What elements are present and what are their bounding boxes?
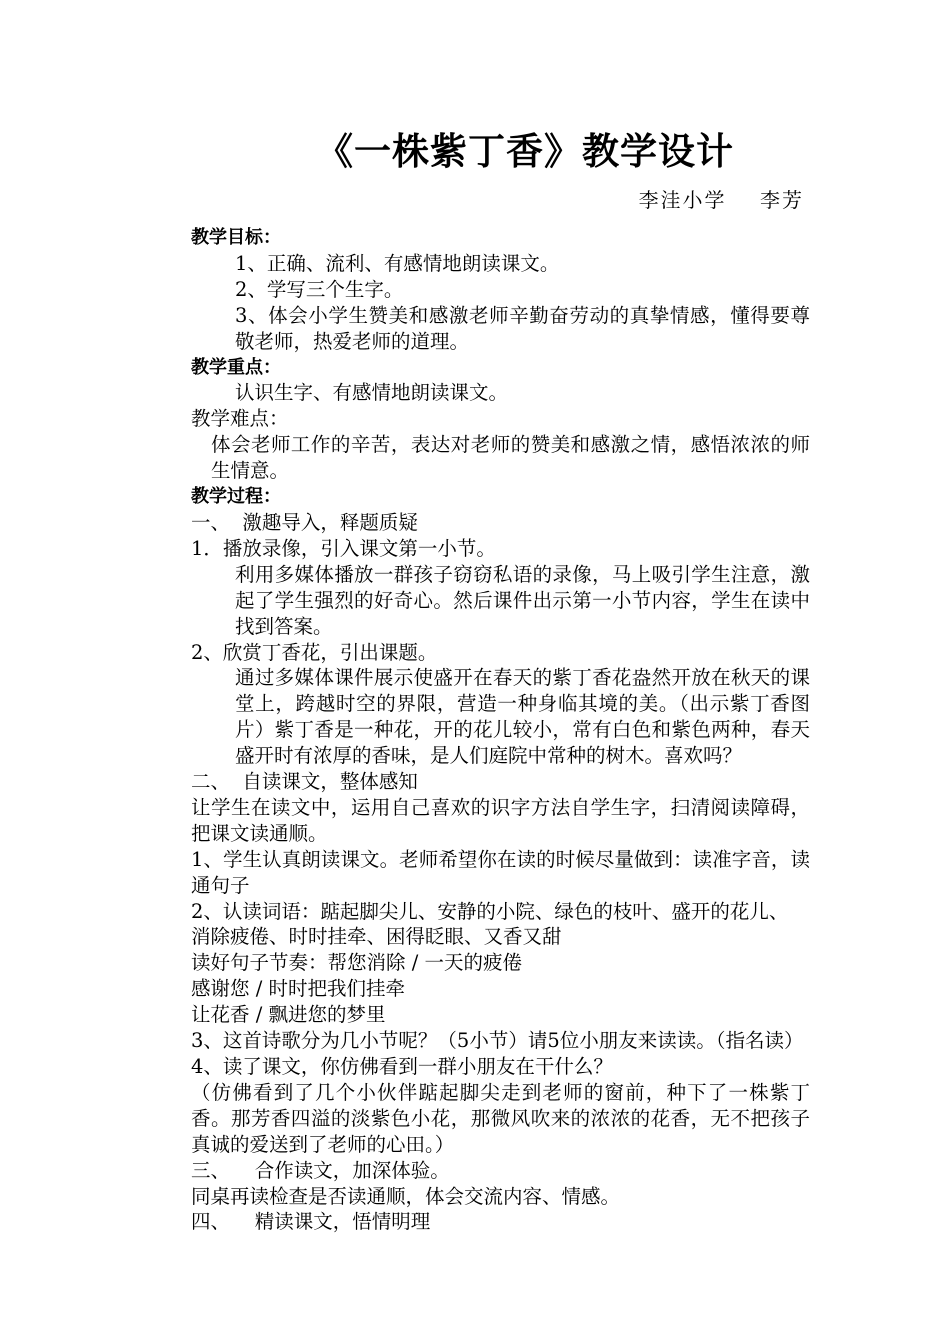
step-text: 利用多媒体播放一群孩子窃窃私语的录像，马上吸引学生注意，激起了学生强烈的好奇心。然后课件出示第一小节内容，学生在读中找到答案。 (235, 562, 810, 638)
section-heading: 一、 激趣导入，释题质疑 (191, 510, 418, 534)
objective-item: 3、体会小学生赞美和感激老师辛勤奋劳动的真挚情感，懂得要尊敬老师，热爱老师的道理。 (235, 303, 810, 353)
step-item: 1．播放录像，引入课文第一小节。 (191, 536, 496, 560)
rhythm-line: 读好句子节奏：帮您消除 / 一天的疲倦 (191, 951, 522, 975)
step-item: 1、学生认真朗读课文。老师希望你在读的时候尽量做到：读准字音，读通句子 (191, 847, 810, 897)
section-heading: 三、 合作读文，加深体验。 (191, 1158, 450, 1182)
objective-item: 2、学写三个生字。 (235, 277, 404, 301)
step-item: 2、欣赏丁香花，引出课题。 (191, 640, 438, 664)
step-item-continued: 消除疲倦、时时挂牵、困得眨眼、又香又甜 (191, 925, 562, 949)
document-title: 《一株紫丁香》教学设计 (316, 130, 734, 173)
step-item: 2、认读词语：踮起脚尖儿、安静的小院、绿色的枝叶、盛开的花儿、 (191, 899, 789, 923)
process-heading: 教学过程： (191, 486, 281, 508)
difficulty-heading: 教学难点： (191, 407, 289, 431)
keypoint-text: 认识生字、有感情地朗读课文。 (235, 381, 509, 405)
step-item: 3、这首诗歌分为几小节呢？（5小节）请5位小朋友来读读。（指名读） (191, 1029, 804, 1053)
section-heading: 二、 自读课文，整体感知 (191, 770, 418, 794)
document-body (145, 225, 810, 1235)
author-line: 李洼小学 李芳 (638, 188, 804, 212)
step-text: 让学生在读文中，运用自己喜欢的识字方法自学生字，扫清阅读障碍，把课文读通顺。 (191, 795, 810, 845)
rhythm-line: 感谢您 / 时时把我们挂牵 (191, 977, 405, 1001)
rhythm-line: 让花香 / 飘进您的梦里 (191, 1003, 386, 1027)
step-text: 通过多媒体课件展示使盛开在春天的紫丁香花盎然开放在秋天的课堂上，跨越时空的界限，营造一种身临其境的美。（出示紫丁香图片）紫丁香是一种花，开的花儿较小，常有白色和紫色两种，春天盛开时有浓厚的香味，是人们庭院中常种的树木。喜欢吗？ (235, 666, 810, 768)
step-text: （仿佛看到了几个小伙伴踮起脚尖走到老师的窗前，种下了一株紫丁香。那芳香四溢的淡紫色小花，那微风吹来的浓浓的花香，无不把孩子真诚的爱送到了老师的心田。） (191, 1080, 810, 1156)
step-text: 同桌再读检查是否读通顺，体会交流内容、情感。 (191, 1184, 621, 1208)
difficulty-text: 体会老师工作的辛苦，表达对老师的赞美和感激之情，感悟浓浓的师生情意。 (211, 433, 810, 483)
objectives-heading: 教学目标： (191, 227, 281, 248)
keypoint-heading: 教学重点： (191, 356, 281, 378)
section-heading: 四、 精读课文，悟情明理 (191, 1210, 431, 1234)
objective-item: 1、正确、流利、有感情地朗读课文。 (235, 251, 560, 275)
step-item: 4、读了课文，你仿佛看到一群小朋友在干什么？ (191, 1055, 613, 1078)
